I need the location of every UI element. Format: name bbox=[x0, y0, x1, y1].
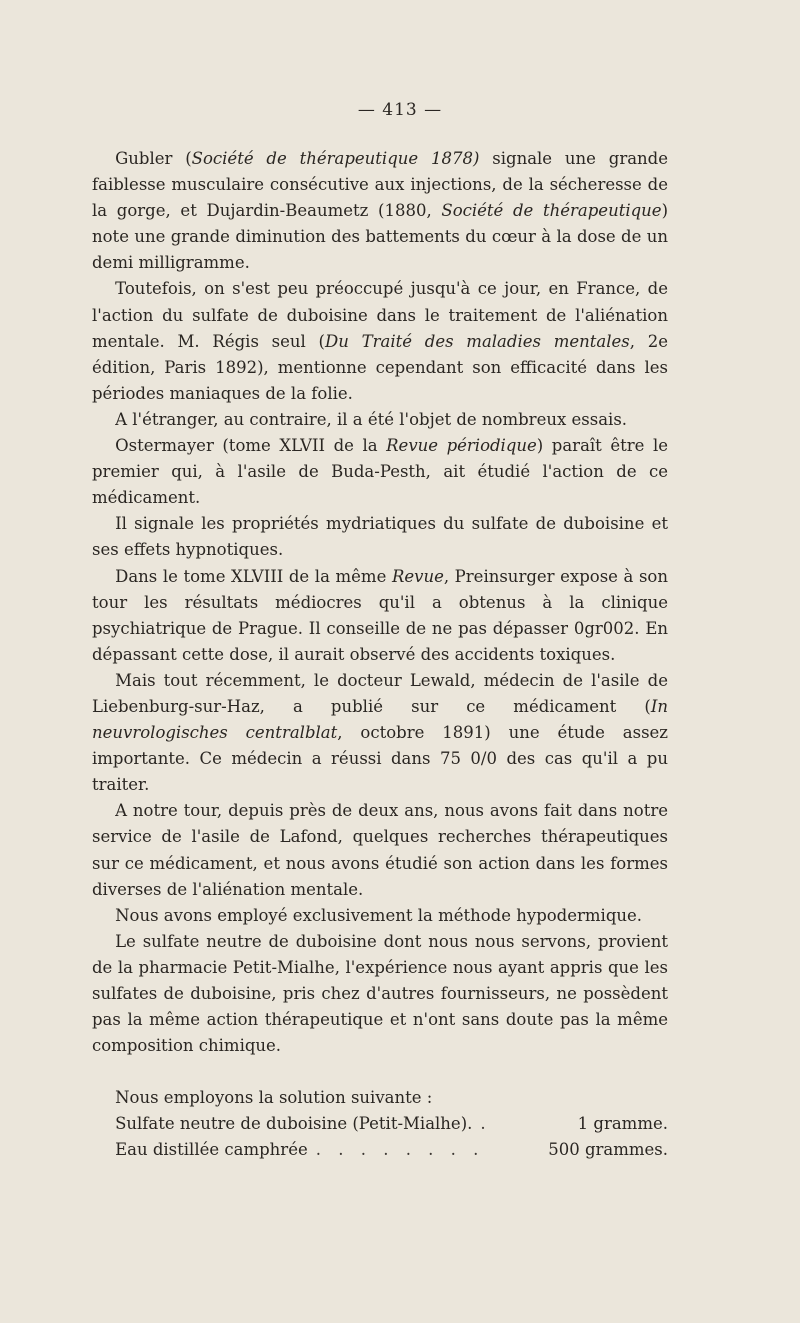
ingredient-name: Eau distillée camphrée bbox=[115, 1140, 308, 1160]
formula-row bbox=[92, 1137, 668, 1163]
body-text bbox=[92, 146, 668, 1164]
paragraph-2: Toutefois, on s'est peu préoccupé jusqu'à ce jour, en France, de l'action du sulfate de duboisine dans le traitement de l'aliénation mentale. M. Régis seul (Du Traité des maladies mentales, 2e édition, Paris 1892), mentionne cependant son efficacité dans les périodes maniaques de la folie. bbox=[92, 279, 668, 403]
paragraph-5: Il signale les propriétés mydriatiques du sulfate de duboisine et ses effets hypnotiques. bbox=[92, 514, 668, 560]
page-number: — 413 — bbox=[357, 100, 443, 120]
paragraph-7: Mais tout récemment, le docteur Lewald, médecin de l'asile de Liebenburg-sur-Haz, a publié sur ce médicament (In neuvrologisches centralblat, octobre 1891) une étude assez importante. Ce médecin a réussi dans 75 0/0 des cas qu'il a pu traiter. bbox=[92, 670, 668, 795]
paragraph-3: A l'étranger, au contraire, il a été l'objet de nombreux essais. bbox=[115, 409, 628, 429]
ingredient-quantity: 500 grammes. bbox=[548, 1140, 668, 1160]
formula-row bbox=[92, 1111, 668, 1137]
paragraph-6: Dans le tome XLVIII de la même Revue, Preinsurger expose à son tour les résultats médiocres qu'il a obtenus à la clinique psychiatrique de Prague. Il conseille de ne pas dépasser 0gr002. En dépassant cette dose, il aurait observé des accidents toxiques. bbox=[92, 566, 668, 664]
paragraph-8: A notre tour, depuis près de deux ans, nous avons fait dans notre service de l'asile de Lafond, quelques recherches thérapeutiques sur ce médicament, et nous avons étudié son action dans les formes diverses de l'aliénation mentale. bbox=[92, 801, 668, 899]
paragraph-10: Le sulfate neutre de duboisine dont nous nous servons, provient de la pharmacie Petit-Mialhe, l'expérience nous ayant appris que les sulfates de duboisine, pris chez d'autres fournisseurs, ne possèdent pas la même action thérapeutique et n'ont sans doute pas la même composition chimique. bbox=[92, 931, 668, 1056]
ingredient-quantity: 1 gramme. bbox=[577, 1114, 668, 1134]
ingredient-name: Sulfate neutre de duboisine (Petit-Mialhe). bbox=[115, 1114, 473, 1134]
leader-dots: . . . . . . . . bbox=[315, 1140, 485, 1160]
paragraph-1: Gubler (Société de thérapeutique 1878) signale une grande faiblesse musculaire consécutive aux injections, de la sécheresse de la gorge, et Dujardin-Beaumetz (1880, Société de thérapeutique) note une grande diminution des battements du cœur à la dose de un demi milligramme. bbox=[92, 149, 669, 273]
leader-dots: . bbox=[480, 1114, 492, 1134]
paragraph-4: Ostermayer (tome XLVII de la Revue périodique) paraît être le premier qui, à l'asile de Buda-Pesth, ait étudié l'action de ce médicament. bbox=[92, 436, 668, 508]
formula-intro: Nous employons la solution suivante : bbox=[115, 1088, 433, 1108]
paragraph-9: Nous avons employé exclusivement la méthode hypodermique. bbox=[115, 905, 643, 925]
formula-block bbox=[92, 1085, 668, 1163]
